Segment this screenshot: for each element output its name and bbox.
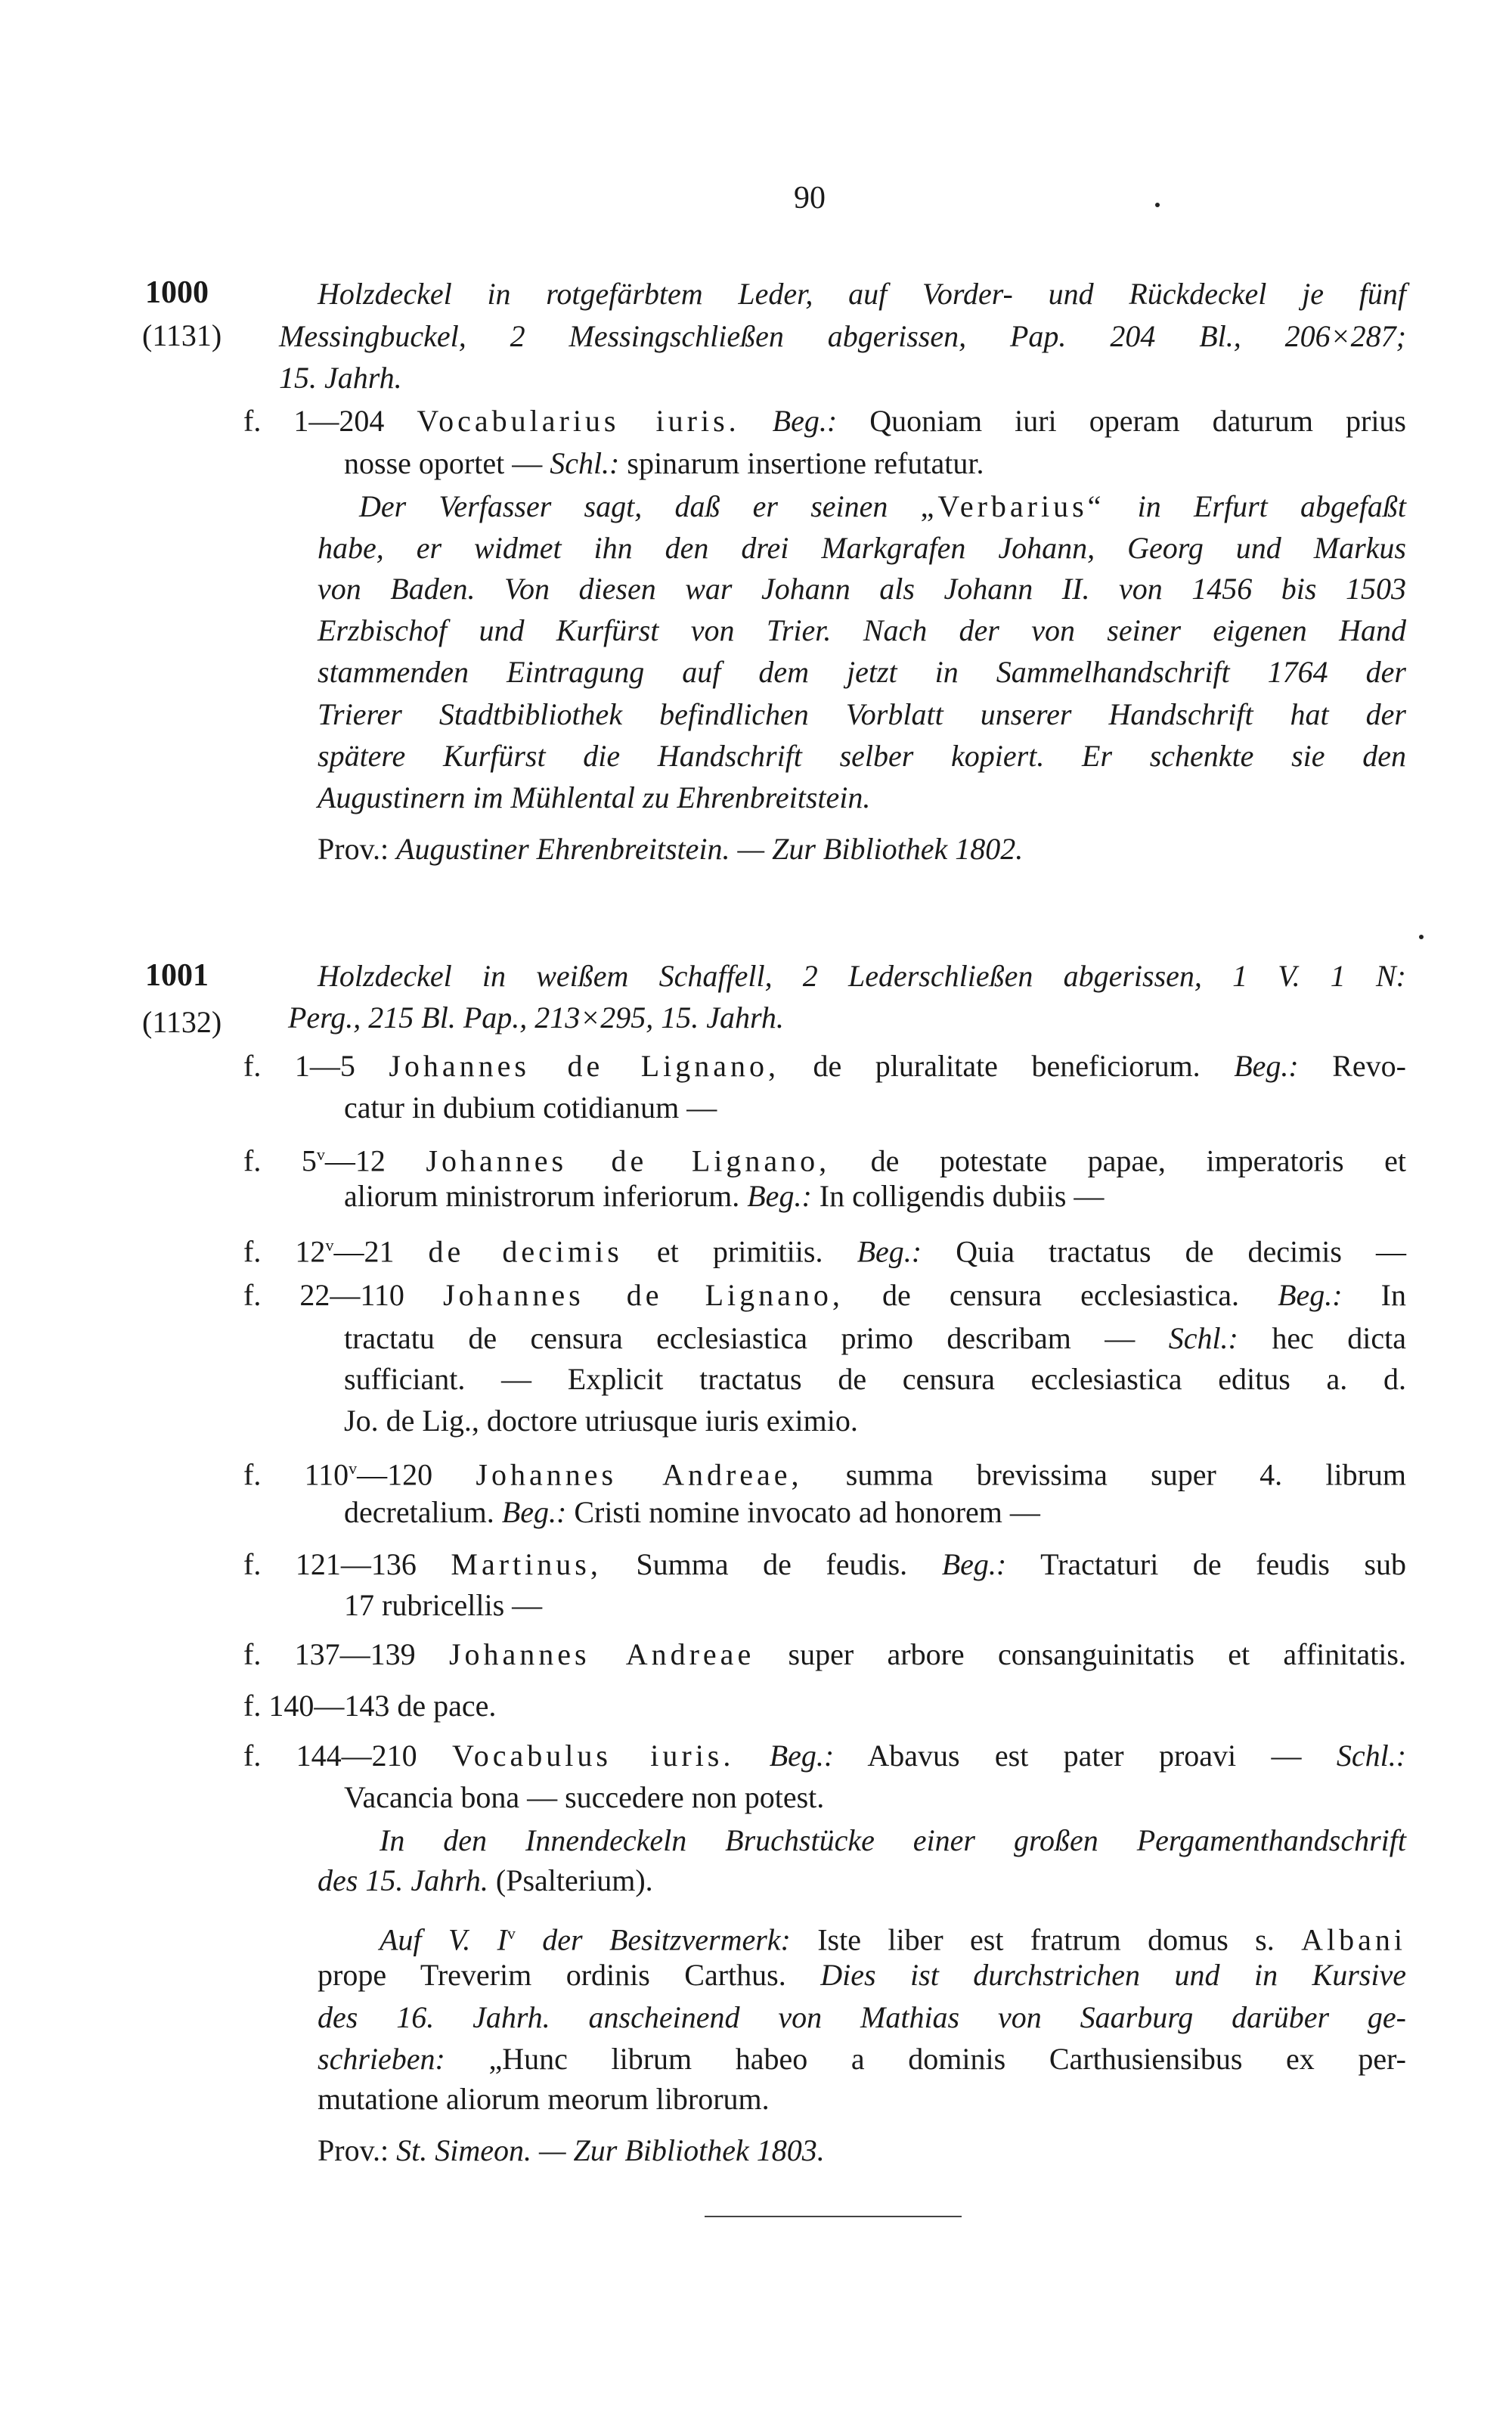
entry-old-number: (1132): [142, 1005, 222, 1039]
text-line: [243, 1277, 1406, 1314]
text-line: [359, 488, 1406, 526]
text-line: [318, 957, 1406, 995]
italic-text: von Baden. Von diesen war Johann als Johann II. von 1456 bis 1503: [318, 572, 1406, 606]
spaced-name: Vocabularius iuris.: [417, 404, 740, 438]
italic-text: des 15. Jahrh.: [318, 1863, 488, 1897]
spaced-name: Johannes de Lignano,: [426, 1143, 831, 1178]
italic-text: Trierer Stadtbibliothek befindlichen Vorblatt unserer Handschrift hat der: [318, 697, 1406, 731]
text-segment: Vacancia bona — succedere non potest.: [344, 1780, 825, 1814]
text-line: [318, 275, 1406, 313]
spaced-name: Johannes de Lignano,: [389, 1049, 780, 1083]
text-segment: hec dicta: [1238, 1321, 1406, 1355]
text-line: [318, 2080, 770, 2118]
italic-text: Schl.:: [1168, 1321, 1238, 1355]
italic-text: Augustinern im Mühlental zu Ehrenbreitstein.: [318, 780, 871, 814]
italic-text: Beg.:: [739, 404, 838, 438]
italic-text: Der Verfasser sagt, daß er seinen: [359, 489, 921, 523]
italic-text: Augustiner Ehrenbreitstein. — Zur Bibliothek 1802.: [396, 832, 1024, 866]
text-line: [344, 1177, 1104, 1215]
italic-text: Beg.:: [857, 1234, 922, 1269]
text-segment: nosse oportet —: [344, 446, 550, 480]
superscript: v: [507, 1924, 516, 1943]
text-segment: In colligendis dubiis —: [811, 1179, 1105, 1213]
superscript: v: [325, 1236, 334, 1255]
text-segment: Quia tractatus de decimis —: [922, 1234, 1407, 1269]
text-segment: „Hunc librum habeo a dominis Carthusiensibus ex per-: [445, 2042, 1406, 2076]
text-line: [380, 1915, 1406, 1959]
scan-speck: [1419, 935, 1424, 939]
text-segment: prope Treverim ordinis Carthus.: [318, 1958, 821, 1992]
italic-text: Schl.:: [550, 446, 620, 480]
text-segment: f. 1—5: [243, 1049, 389, 1083]
text-segment: Abavus est pater proavi —: [834, 1739, 1337, 1773]
text-line: [243, 1047, 1406, 1085]
text-line: [344, 1360, 1406, 1398]
text-segment: spinarum insertione refutatur.: [619, 446, 984, 480]
text-segment: aliorum ministrorum inferiorum.: [344, 1179, 748, 1213]
text-line: [243, 1737, 1406, 1775]
italic-text: Dies ist durchstrichen und in Kursive: [820, 1958, 1406, 1992]
italic-text: Beg.:: [734, 1739, 835, 1773]
superscript: v: [349, 1459, 358, 1478]
italic-text: In den Innendeckeln Bruchstücke einer großen Pergamenthandschrift: [380, 1823, 1406, 1857]
text-segment: —12: [324, 1143, 426, 1178]
text-line: [344, 445, 984, 482]
text-segment: f. 5: [243, 1143, 317, 1178]
scan-speck: [1155, 203, 1160, 207]
text-line: [380, 1822, 1406, 1860]
text-line: [243, 1227, 1406, 1270]
italic-text: Beg.:: [941, 1547, 1007, 1581]
text-segment: Prov.:: [318, 2133, 397, 2167]
italic-text: Auf V. I: [380, 1922, 507, 1957]
spaced-name: Martinus,: [451, 1547, 602, 1581]
italic-text: spätere Kurfürst die Handschrift selber kopiert. Er schenkte sie den: [318, 739, 1406, 773]
text-line: [318, 529, 1406, 567]
text-segment: Prov.:: [318, 832, 397, 866]
text-segment: tractatu de censura ecclesiastica primo describam —: [344, 1321, 1169, 1355]
spaced-name: „Verbarius“: [920, 489, 1105, 523]
italic-text: Beg.:: [1278, 1278, 1343, 1312]
italic-text: Beg.:: [1234, 1049, 1299, 1083]
text-segment: Jo. de Lig., doctore utriusque iuris eximio.: [344, 1404, 858, 1438]
text-segment: Iste liber est fratrum domus s.: [790, 1922, 1302, 1957]
italic-text: Messingbuckel, 2 Messingschließen abgerissen, Pap. 204 Bl., 206×287;: [279, 319, 1406, 353]
text-segment: sufficiant. — Explicit tractatus de censura ecclesiastica editus a. d.: [344, 1362, 1406, 1396]
section-divider: [705, 2216, 962, 2217]
text-line: [318, 696, 1406, 734]
text-line: [279, 318, 1406, 355]
text-line: [344, 1587, 542, 1624]
italic-text: Perg., 215 Bl. Pap., 213×295, 15. Jahrh.: [288, 1000, 784, 1035]
text-segment: Tractaturi de feudis sub: [1006, 1547, 1407, 1581]
text-segment: summa brevissima super 4. librum: [802, 1457, 1407, 1492]
text-segment: f. 137—139: [243, 1637, 449, 1671]
page-number: 90: [794, 181, 826, 216]
text-segment: f. 144—210: [243, 1739, 452, 1773]
text-segment: mutatione aliorum meorum librorum.: [318, 2082, 770, 2116]
spaced-name: Johannes Andreae: [448, 1637, 755, 1671]
spaced-name: Vocabulus iuris.: [452, 1739, 735, 1773]
text-segment: In: [1342, 1278, 1406, 1312]
text-line: [243, 1546, 1406, 1584]
text-segment: decretalium.: [344, 1495, 502, 1529]
text-line: [318, 737, 1406, 775]
italic-text: St. Simeon. — Zur Bibliothek 1803.: [396, 2133, 825, 2167]
entry-number: 1000: [145, 275, 209, 310]
text-segment: —120: [357, 1457, 476, 1492]
text-segment: 17 rubricellis —: [344, 1588, 543, 1622]
text-line: [318, 779, 870, 817]
text-segment: f. 22—110: [243, 1278, 444, 1312]
text-line: [243, 1136, 1406, 1180]
text-segment: super arbore consanguinitatis et affinitatis.: [754, 1637, 1406, 1671]
italic-text: in Erfurt abgefaßt: [1105, 489, 1407, 523]
text-segment: f. 110: [243, 1457, 349, 1492]
text-segment: f. 140—143 de pace.: [243, 1689, 497, 1723]
italic-text: Holzdeckel in weißem Schaffell, 2 Lederschließen abgerissen, 1 V. 1 N:: [318, 959, 1406, 993]
text-line: [243, 402, 1406, 440]
text-line: [288, 999, 784, 1037]
text-segment: catur in dubium cotidianum —: [344, 1090, 717, 1125]
italic-text: Schl.:: [1336, 1739, 1407, 1773]
text-line: [318, 830, 1023, 868]
superscript: v: [316, 1145, 325, 1164]
spaced-name: Johannes Andreae,: [476, 1457, 803, 1492]
text-line: [318, 612, 1406, 650]
text-segment: Quoniam iuri operam daturum prius: [837, 404, 1406, 438]
text-segment: de potestate papae, imperatoris et: [830, 1143, 1407, 1178]
text-line: [318, 1999, 1406, 2037]
text-line: [243, 1450, 1406, 1494]
text-line: [243, 1636, 1406, 1674]
text-segment: f. 1—204: [243, 404, 417, 438]
spaced-name: de decimis: [428, 1234, 623, 1269]
text-line: [344, 1320, 1406, 1357]
text-line: [243, 1687, 496, 1725]
italic-text: des 16. Jahrh. anscheinend von Mathias von Saarburg darüber ge-: [318, 2000, 1406, 2034]
italic-text: Beg.:: [747, 1179, 812, 1213]
text-line: [344, 1494, 1040, 1531]
italic-text: schrieben:: [318, 2042, 445, 2076]
text-segment: de censura ecclesiastica.: [843, 1278, 1278, 1312]
text-line: [318, 2040, 1406, 2078]
spaced-name: Albani: [1301, 1922, 1406, 1957]
text-line: [318, 570, 1406, 608]
text-segment: Summa de feudis.: [601, 1547, 942, 1581]
text-segment: —21: [333, 1234, 429, 1269]
text-line: [318, 1956, 1406, 1994]
italic-text: der Besitzvermerk:: [515, 1922, 791, 1957]
text-line: [344, 1779, 824, 1816]
entry-number: 1001: [145, 958, 209, 993]
italic-text: Holzdeckel in rotgefärbtem Leder, auf Vorder- und Rückdeckel je fünf: [318, 277, 1406, 311]
italic-text: Erzbischof und Kurfürst von Trier. Nach der von seiner eigenen Hand: [318, 613, 1406, 647]
text-line: [318, 1862, 653, 1900]
text-line: [318, 653, 1406, 691]
text-segment: Revo-: [1298, 1049, 1406, 1083]
text-line: [279, 359, 402, 397]
spaced-name: Johannes de Lignano,: [443, 1278, 844, 1312]
entry-old-number: (1131): [142, 318, 222, 352]
text-line: [344, 1402, 858, 1440]
text-segment: (Psalterium).: [488, 1863, 653, 1897]
text-segment: f. 12: [243, 1234, 326, 1269]
italic-text: 15. Jahrh.: [279, 361, 402, 395]
text-segment: et primitiis.: [622, 1234, 857, 1269]
italic-text: Beg.:: [501, 1495, 567, 1529]
text-segment: de pluralitate beneficiorum.: [779, 1049, 1235, 1083]
text-line: [344, 1089, 717, 1127]
text-segment: Cristi nomine invocato ad honorem —: [566, 1495, 1040, 1529]
italic-text: stammenden Eintragung auf dem jetzt in Sammelhandschrift 1764 der: [318, 655, 1406, 689]
text-segment: f. 121—136: [243, 1547, 451, 1581]
text-line: [318, 2132, 825, 2170]
italic-text: habe, er widmet ihn den drei Markgrafen Johann, Georg und Markus: [318, 531, 1406, 565]
